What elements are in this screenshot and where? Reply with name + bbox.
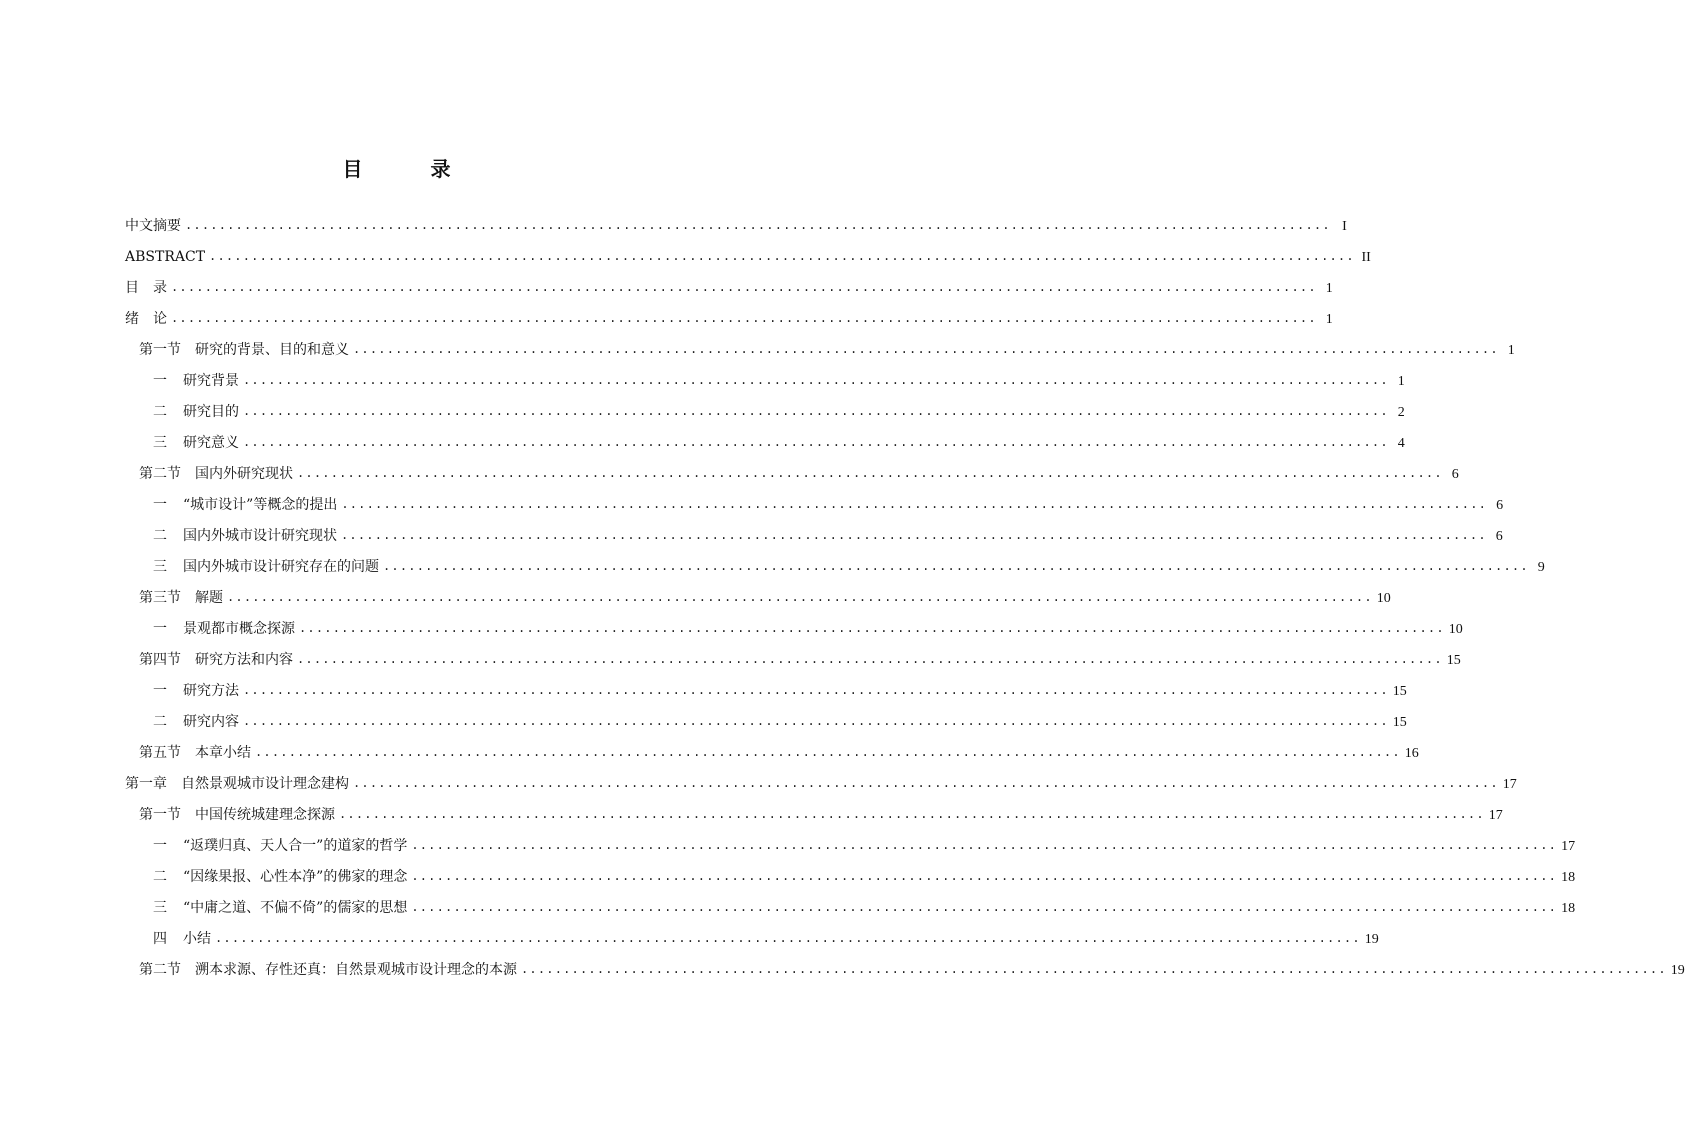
dot-leader: ........................................................................................................................................ bbox=[209, 249, 1355, 263]
toc-entry[interactable] bbox=[125, 552, 1545, 583]
toc-entry-number: 第一章 bbox=[125, 776, 167, 792]
toc-entry-page: 9 bbox=[1537, 560, 1545, 575]
dot-leader: ........................................................................................................................................ bbox=[297, 466, 1443, 480]
toc-entry-title: 国内外研究现状 bbox=[195, 466, 293, 482]
toc-entry-page: 2 bbox=[1397, 405, 1405, 420]
toc-entry-title: 国内外城市设计研究现状 bbox=[183, 528, 337, 544]
toc-entry[interactable] bbox=[125, 893, 1576, 924]
toc-entry-title: 溯本求源、存性还真：自然景观城市设计理念的本源 bbox=[195, 962, 517, 978]
toc-entry-title: 研究方法 bbox=[183, 683, 239, 699]
toc-entry-page: 15 bbox=[1446, 653, 1461, 668]
toc-entry-number: 二 bbox=[153, 528, 167, 544]
toc-entry-title: 本章小结 bbox=[195, 745, 251, 761]
toc-entry-number: 三 bbox=[153, 435, 167, 451]
toc-entry-title: 小结 bbox=[183, 931, 211, 947]
toc-entry-title: 解题 bbox=[195, 590, 223, 606]
dot-leader: ........................................................................................................................................ bbox=[243, 683, 1389, 697]
toc-entry-title: 目 录 bbox=[125, 280, 167, 296]
toc-entry[interactable] bbox=[125, 242, 1371, 273]
toc-entry-title: 研究背景 bbox=[183, 373, 239, 389]
toc-entry-page: 18 bbox=[1561, 870, 1576, 885]
dot-leader: ........................................................................................................................................ bbox=[255, 745, 1401, 759]
toc-entry-number: 第二节 bbox=[139, 466, 181, 482]
dot-leader: ........................................................................................................................................ bbox=[339, 807, 1485, 821]
toc-entry[interactable] bbox=[125, 831, 1576, 862]
toc-entry[interactable] bbox=[125, 862, 1576, 893]
dot-leader: ........................................................................................................................................ bbox=[521, 962, 1667, 976]
toc-entry-page: 10 bbox=[1448, 622, 1463, 637]
toc-entry-title: “返璞归真、天人合一”的道家的哲学 bbox=[183, 838, 408, 854]
dot-leader: ........................................................................................................................................ bbox=[341, 497, 1488, 511]
toc-entry-title: 绪 论 bbox=[125, 311, 167, 327]
toc-entry-page: 1 bbox=[1507, 343, 1515, 358]
toc-entry[interactable] bbox=[125, 304, 1333, 335]
toc-entry-number: 一 bbox=[153, 497, 167, 513]
toc-entry[interactable] bbox=[125, 273, 1333, 304]
toc-entry-page: 19 bbox=[1670, 963, 1685, 978]
dot-leader: ........................................................................................................................................ bbox=[297, 652, 1443, 666]
toc-entry-title: 研究意义 bbox=[183, 435, 239, 451]
toc-entry-page: II bbox=[1361, 250, 1371, 265]
toc-entry-number: 第三节 bbox=[139, 590, 181, 606]
toc-entry-title: “因缘果报、心性本净”的佛家的理念 bbox=[183, 869, 408, 885]
toc-entry[interactable] bbox=[125, 211, 1347, 242]
dot-leader: ........................................................................................................................................ bbox=[411, 900, 1558, 914]
toc-entry-page: 16 bbox=[1404, 746, 1419, 761]
toc-entry-page: 15 bbox=[1392, 715, 1407, 730]
dot-leader: ........................................................................................................................................ bbox=[243, 404, 1389, 418]
toc-entry-title: 中文摘要 bbox=[125, 218, 181, 234]
table-of-contents bbox=[125, 211, 1685, 986]
toc-entry-page: I bbox=[1342, 219, 1347, 234]
toc-entry-number: 一 bbox=[153, 621, 167, 637]
dot-leader: ........................................................................................................................................ bbox=[185, 218, 1331, 232]
toc-entry-page: 17 bbox=[1502, 777, 1517, 792]
dot-leader: ........................................................................................................................................ bbox=[171, 311, 1317, 325]
dot-leader: ........................................................................................................................................ bbox=[243, 714, 1389, 728]
toc-entry-title: 研究目的 bbox=[183, 404, 239, 420]
toc-entry-number: 二 bbox=[153, 869, 167, 885]
toc-entry[interactable] bbox=[125, 955, 1685, 986]
toc-entry-title: 景观都市概念探源 bbox=[183, 621, 295, 637]
toc-entry-number: 一 bbox=[153, 373, 167, 389]
toc-entry-number: 第二节 bbox=[139, 962, 181, 978]
toc-entry-page: 19 bbox=[1364, 932, 1379, 947]
toc-entry-page: 4 bbox=[1397, 436, 1405, 451]
toc-entry[interactable] bbox=[125, 428, 1405, 459]
toc-entry-number: 三 bbox=[153, 559, 167, 575]
toc-entry[interactable] bbox=[125, 397, 1405, 428]
toc-entry-page: 6 bbox=[1495, 529, 1503, 544]
toc-entry-page: 6 bbox=[1496, 498, 1504, 513]
dot-leader: ........................................................................................................................................ bbox=[353, 342, 1499, 356]
toc-entry[interactable] bbox=[125, 366, 1405, 397]
toc-entry-number: 二 bbox=[153, 714, 167, 730]
dot-leader: ........................................................................................................................................ bbox=[341, 528, 1487, 542]
dot-leader: ........................................................................................................................................ bbox=[171, 280, 1317, 294]
toc-entry-page: 6 bbox=[1451, 467, 1459, 482]
toc-entry-title: ABSTRACT bbox=[125, 249, 206, 265]
toc-entry-page: 17 bbox=[1561, 839, 1576, 854]
toc-entry[interactable] bbox=[125, 924, 1379, 955]
dot-leader: ........................................................................................................................................ bbox=[215, 931, 1361, 945]
toc-entry[interactable] bbox=[125, 645, 1461, 676]
toc-entry-page: 1 bbox=[1325, 281, 1333, 296]
toc-entry[interactable] bbox=[125, 490, 1504, 521]
toc-entry[interactable] bbox=[125, 769, 1517, 800]
toc-entry[interactable] bbox=[125, 676, 1407, 707]
toc-entry-number: 第一节 bbox=[139, 342, 181, 358]
dot-leader: ........................................................................................................................................ bbox=[227, 590, 1373, 604]
toc-entry-page: 15 bbox=[1392, 684, 1407, 699]
dot-leader: ........................................................................................................................................ bbox=[243, 373, 1389, 387]
dot-leader: ........................................................................................................................................ bbox=[411, 838, 1558, 852]
toc-entry[interactable] bbox=[125, 707, 1407, 738]
toc-entry-title: 自然景观城市设计理念建构 bbox=[181, 776, 349, 792]
dot-leader: ........................................................................................................................................ bbox=[383, 559, 1529, 573]
toc-entry[interactable] bbox=[125, 614, 1463, 645]
toc-entry-page: 18 bbox=[1561, 901, 1576, 916]
toc-entry-number: 一 bbox=[153, 838, 167, 854]
toc-entry-page: 10 bbox=[1376, 591, 1391, 606]
toc-entry-title: 中国传统城建理念探源 bbox=[195, 807, 335, 823]
toc-entry[interactable] bbox=[125, 459, 1459, 490]
toc-entry[interactable] bbox=[125, 800, 1503, 831]
dot-leader: ........................................................................................................................................ bbox=[243, 435, 1389, 449]
toc-entry-page: 1 bbox=[1397, 374, 1405, 389]
toc-entry-title: 国内外城市设计研究存在的问题 bbox=[183, 559, 379, 575]
toc-entry-number: 三 bbox=[153, 900, 167, 916]
toc-entry-page: 1 bbox=[1325, 312, 1333, 327]
toc-entry-number: 一 bbox=[153, 683, 167, 699]
toc-entry[interactable] bbox=[125, 583, 1391, 614]
toc-entry-title: “城市设计”等概念的提出 bbox=[183, 497, 338, 513]
toc-entry-title: 研究的背景、目的和意义 bbox=[195, 342, 349, 358]
toc-entry[interactable] bbox=[125, 335, 1515, 366]
toc-entry[interactable] bbox=[125, 521, 1503, 552]
toc-entry-number: 第五节 bbox=[139, 745, 181, 761]
toc-entry-title: 研究方法和内容 bbox=[195, 652, 293, 668]
dot-leader: ........................................................................................................................................ bbox=[353, 776, 1499, 790]
toc-entry-page: 17 bbox=[1488, 808, 1503, 823]
toc-entry-number: 二 bbox=[153, 404, 167, 420]
dot-leader: ........................................................................................................................................ bbox=[411, 869, 1558, 883]
toc-entry[interactable] bbox=[125, 738, 1419, 769]
toc-entry-number: 第四节 bbox=[139, 652, 181, 668]
toc-entry-title: “中庸之道、不偏不倚”的儒家的思想 bbox=[183, 900, 408, 916]
toc-entry-number: 四 bbox=[153, 931, 167, 947]
dot-leader: ........................................................................................................................................ bbox=[299, 621, 1445, 635]
page-title: 目 录 bbox=[342, 157, 475, 181]
toc-entry-number: 第一节 bbox=[139, 807, 181, 823]
toc-entry-title: 研究内容 bbox=[183, 714, 239, 730]
